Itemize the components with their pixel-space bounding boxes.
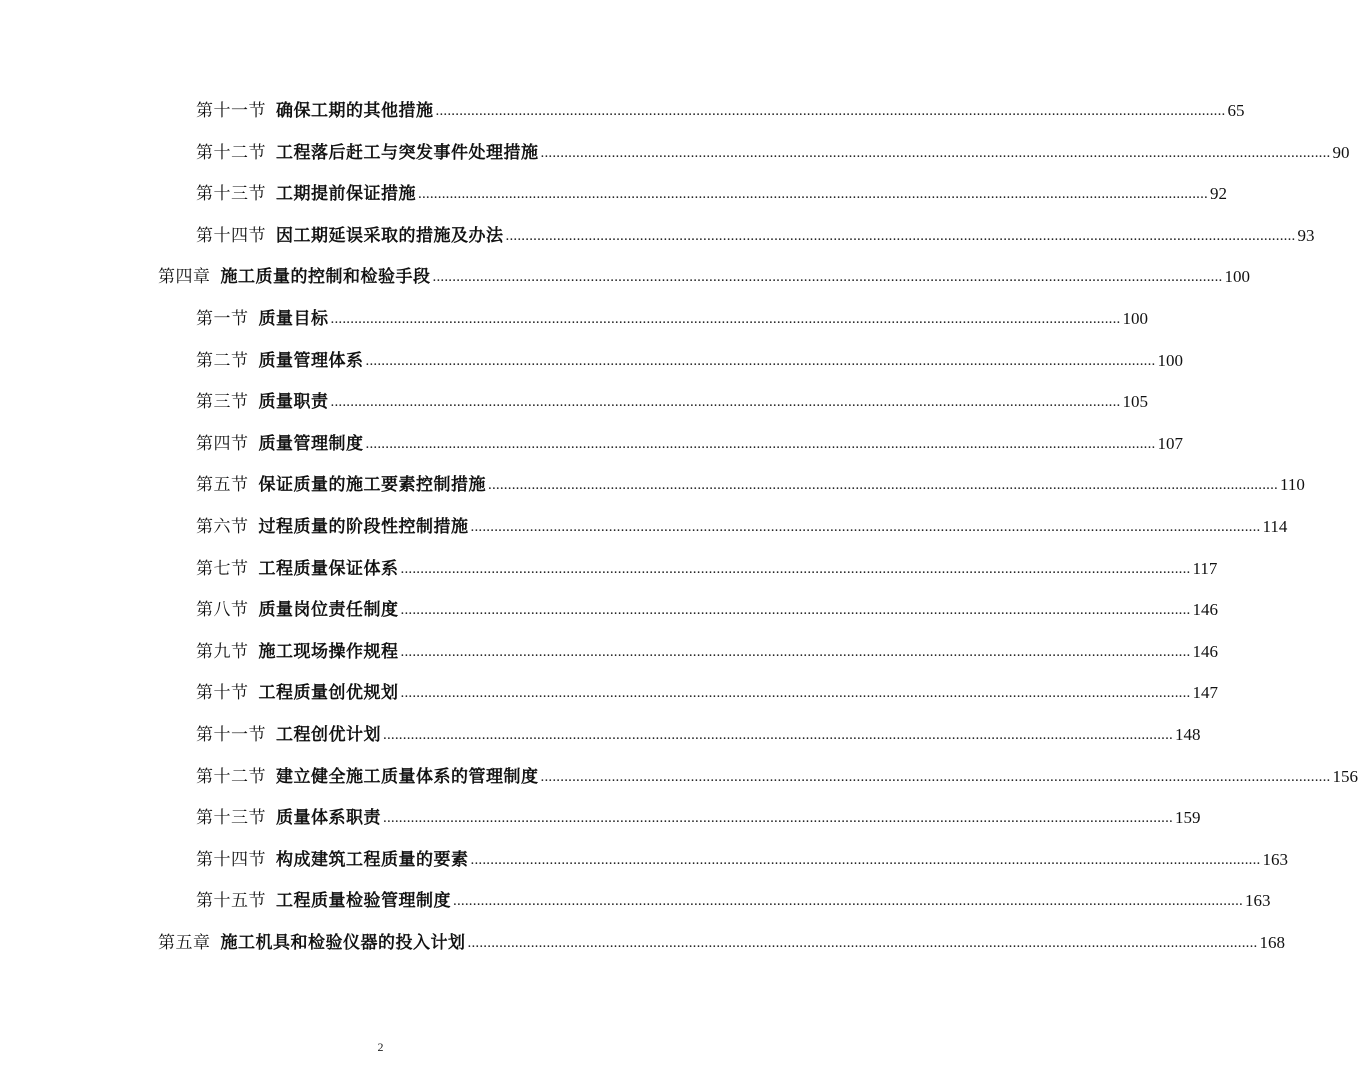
- toc-dot-leader: ........................................................................................................................................................................................................: [400, 602, 1191, 619]
- toc-section-entry: [196, 801, 1201, 829]
- toc-entry-title: 质量体系职责: [276, 808, 381, 829]
- toc-entry-page: 100: [1122, 309, 1148, 328]
- toc-section-entry: [196, 302, 1148, 330]
- toc-dot-leader: ........................................................................................................................................................................................................: [330, 394, 1121, 411]
- toc-dot-leader: ........................................................................................................................................................................................................: [400, 685, 1191, 702]
- toc-dot-leader: ........................................................................................................................................................................................................: [467, 935, 1258, 951]
- toc-entry-title: 保证质量的施工要素控制措施: [258, 475, 486, 496]
- toc-entry-page: 163: [1245, 891, 1271, 911]
- toc-entry-page: 90: [1332, 142, 1350, 162]
- toc-section-entry: [196, 385, 1148, 413]
- toc-entry-page: 110: [1280, 475, 1305, 495]
- toc-entry-label: 第四章: [158, 267, 211, 288]
- toc-entry-label: 第六节: [196, 517, 249, 537]
- toc-entry-label: 第二节: [196, 350, 249, 371]
- toc-dot-leader: ........................................................................................................................................................................................................: [453, 893, 1243, 910]
- toc-entry-title: 工期提前保证措施: [276, 184, 416, 205]
- toc-entry-label: 第十一节: [196, 725, 266, 745]
- toc-section-entry: [196, 219, 1315, 247]
- toc-entry-title: 质量管理制度: [258, 433, 364, 454]
- toc-dot-leader: ........................................................................................................................................................................................................: [470, 519, 1261, 535]
- toc-entry-page: 168: [1259, 933, 1285, 952]
- toc-entry-label: 第五章: [158, 933, 211, 953]
- toc-entry-label: 第十三节: [196, 808, 266, 829]
- toc-entry-page: 100: [1224, 267, 1250, 287]
- toc-entry-title: 构成建筑工程质量的要素: [276, 849, 469, 870]
- toc-entry-page: 148: [1175, 725, 1201, 744]
- toc-section-entry: [196, 676, 1218, 704]
- toc-entry-label: 第十四节: [196, 225, 266, 246]
- toc-section-entry: [196, 552, 1218, 580]
- toc-entry-title: 质量管理体系: [258, 350, 364, 371]
- toc-entry-title: 过程质量的阶段性控制措施: [258, 517, 469, 537]
- toc-dot-leader: ........................................................................................................................................................................................................: [470, 851, 1261, 868]
- toc-entry-title: 质量职责: [258, 392, 329, 413]
- toc-entry-page: 107: [1157, 433, 1183, 453]
- toc-entry-label: 第四节: [196, 433, 249, 454]
- toc-entry-page: 156: [1332, 766, 1358, 786]
- toc-dot-leader: ........................................................................................................................................................................................................: [540, 768, 1331, 785]
- toc-chapter-entry: [158, 260, 1250, 288]
- toc-entry-page: 117: [1192, 558, 1218, 578]
- toc-dot-leader: ........................................................................................................................................................................................................: [418, 186, 1208, 203]
- toc-section-entry: [196, 843, 1288, 871]
- toc-section-entry: [196, 593, 1218, 621]
- toc-entry-title: 施工质量的控制和检验手段: [220, 267, 431, 288]
- toc-section-entry: [196, 884, 1271, 912]
- toc-entry-label: 第五节: [196, 475, 249, 496]
- toc-entry-page: 93: [1297, 225, 1315, 245]
- toc-section-entry: [196, 635, 1218, 663]
- page-number: 2: [377, 1040, 384, 1054]
- toc-section-entry: [196, 344, 1183, 372]
- toc-entry-title: 工程落后赶工与突发事件处理措施: [276, 142, 539, 163]
- toc-dot-leader: ........................................................................................................................................................................................................: [383, 810, 1173, 827]
- toc-dot-leader: ........................................................................................................................................................................................................: [400, 643, 1191, 660]
- toc-dot-leader: ........................................................................................................................................................................................................: [400, 560, 1191, 577]
- toc-section-entry: [196, 718, 1201, 746]
- toc-entry-label: 第十一节: [196, 101, 266, 121]
- toc-entry-title: 质量岗位责任制度: [258, 600, 399, 621]
- toc-dot-leader: ........................................................................................................................................................................................................: [432, 269, 1223, 286]
- toc-entry-label: 第一节: [196, 309, 249, 329]
- toc-entry-label: 第八节: [196, 600, 249, 621]
- toc-dot-leader: ........................................................................................................................................................................................................: [365, 352, 1156, 369]
- toc-dot-leader: ........................................................................................................................................................................................................: [435, 103, 1226, 119]
- toc-entry-title: 施工机具和检验仪器的投入计划: [220, 933, 466, 953]
- toc-entry-label: 第十节: [196, 683, 249, 704]
- toc-dot-leader: ........................................................................................................................................................................................................: [330, 311, 1121, 327]
- toc-section-entry: [196, 136, 1350, 164]
- toc-chapter-entry: [158, 926, 1285, 954]
- toc-section-entry: [196, 760, 1358, 788]
- toc-entry-label: 第七节: [196, 558, 249, 579]
- toc-entry-title: 施工现场操作规程: [258, 641, 399, 662]
- toc-entry-page: 146: [1192, 641, 1218, 661]
- toc-dot-leader: ........................................................................................................................................................................................................: [540, 144, 1331, 161]
- toc-entry-page: 92: [1210, 184, 1227, 204]
- toc-entry-label: 第九节: [196, 641, 249, 662]
- toc-dot-leader: ........................................................................................................................................................................................................: [505, 227, 1296, 244]
- toc-entry-title: 因工期延误采取的措施及办法: [276, 225, 504, 246]
- toc-entry-title: 质量目标: [258, 309, 329, 329]
- toc-entry-page: 146: [1192, 600, 1218, 620]
- toc-entry-label: 第十五节: [196, 891, 266, 912]
- toc-entry-page: 105: [1122, 392, 1148, 412]
- toc-section-entry: [196, 427, 1183, 455]
- toc-entry-title: 确保工期的其他措施: [276, 101, 434, 121]
- toc-entry-page: 114: [1262, 517, 1288, 536]
- toc-entry-title: 工程创优计划: [276, 725, 381, 745]
- toc-section-entry: [196, 94, 1245, 122]
- toc-entry-title: 工程质量检验管理制度: [276, 891, 451, 912]
- toc-entry-title: 工程质量创优规划: [258, 683, 399, 704]
- toc-entry-page: 163: [1262, 849, 1288, 869]
- toc-entry-label: 第十四节: [196, 849, 266, 870]
- toc-dot-leader: ........................................................................................................................................................................................................: [488, 477, 1278, 494]
- toc-entry-label: 第十二节: [196, 142, 266, 163]
- toc-dot-leader: ........................................................................................................................................................................................................: [365, 435, 1156, 452]
- toc-entry-page: 159: [1175, 808, 1201, 828]
- toc-section-entry: [196, 177, 1227, 205]
- toc-dot-leader: ........................................................................................................................................................................................................: [383, 727, 1173, 743]
- toc-entry-label: 第十三节: [196, 184, 266, 205]
- toc-entry-label: 第三节: [196, 392, 249, 413]
- toc-entry-label: 第十二节: [196, 766, 266, 787]
- toc-entry-title: 建立健全施工质量体系的管理制度: [276, 766, 539, 787]
- toc-entry-page: 147: [1192, 683, 1218, 703]
- toc-entry-page: 65: [1227, 101, 1245, 120]
- toc-entry-title: 工程质量保证体系: [258, 558, 399, 579]
- toc-section-entry: [196, 510, 1288, 538]
- toc-section-entry: [196, 468, 1305, 496]
- toc-entry-page: 100: [1157, 350, 1183, 370]
